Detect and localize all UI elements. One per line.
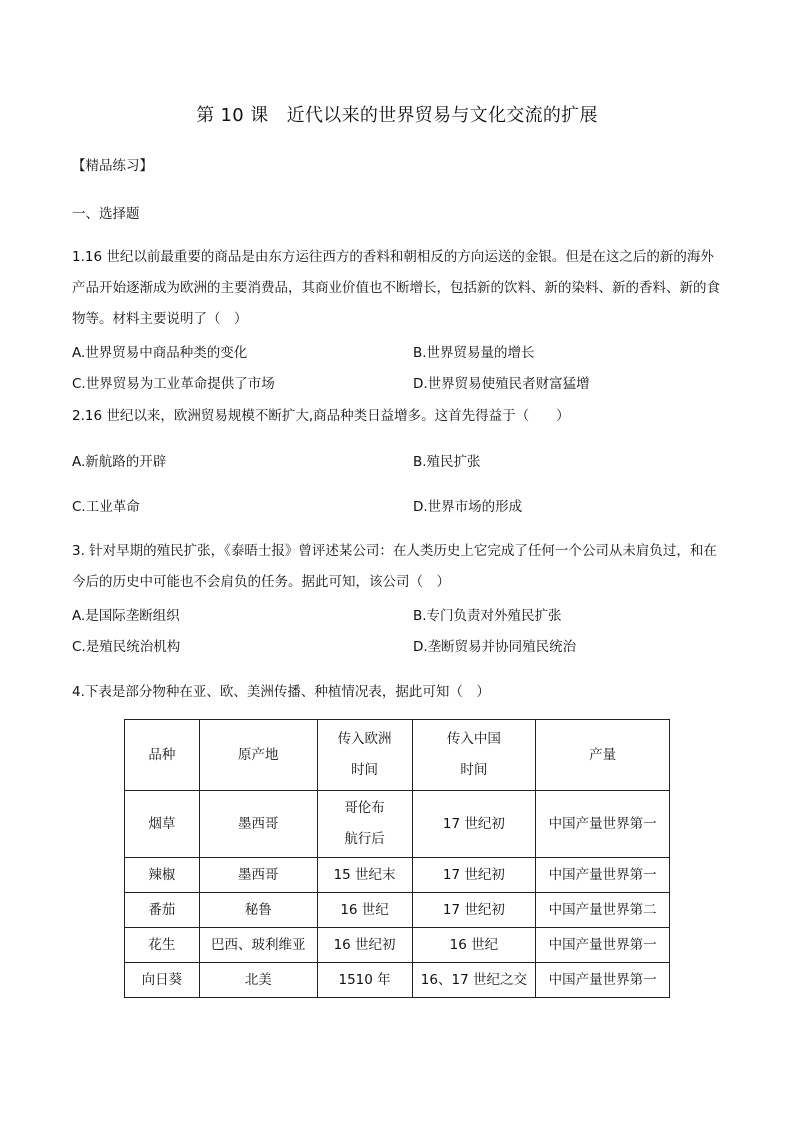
table-cell: 花生 <box>125 928 200 963</box>
table-header-cell <box>317 720 412 791</box>
table-row <box>125 963 670 998</box>
table-cell: 17 世纪初 <box>412 791 536 858</box>
question-2-option-c: C.工业革命 <box>72 499 140 515</box>
table-cell: 巴西、玻利维亚 <box>199 928 317 963</box>
table-cell: 17 世纪初 <box>412 893 536 928</box>
table-cell: 墨西哥 <box>199 791 317 858</box>
table-header-line: 传入欧洲 <box>337 731 392 747</box>
table-cell: 16 世纪 <box>412 928 536 963</box>
question-2-option-a: A.新航路的开辟 <box>72 454 167 470</box>
table-cell: 烟草 <box>125 791 200 858</box>
table-cell-line: 哥伦布 <box>344 800 385 816</box>
species-table <box>124 719 670 998</box>
table-cell: 16 世纪初 <box>317 928 412 963</box>
table-header-cell <box>412 720 536 791</box>
question-1-stem: 1.16 世纪以前最重要的商品是由东方运往西方的香料和朝相反的方向运送的金银。但是在这之后的新的海外产品开始逐渐成为欧洲的主要消费品，其商业价值也不断增长，包括新的饮料、新的染料、新的香料、新的食物等。材料主要说明了（ ） <box>72 249 720 327</box>
table-cell: 16、17 世纪之交 <box>412 963 536 998</box>
table-cell: 16 世纪 <box>317 893 412 928</box>
section-tag: 【精品练习】 <box>72 158 153 174</box>
lesson-title: 第 10 课 近代以来的世界贸易与文化交流的扩展 <box>196 105 598 126</box>
table-header-row <box>125 720 670 791</box>
table-header-line: 时间 <box>460 762 488 778</box>
question-1-option-a: A.世界贸易中商品种类的变化 <box>72 345 248 361</box>
question-3-option-d: D.垄断贸易并协同殖民统治 <box>413 639 577 655</box>
section-heading: 一、选择题 <box>72 206 140 222</box>
question-3-option-c: C.是殖民统治机构 <box>72 639 181 655</box>
table-cell <box>317 791 412 858</box>
question-3-option-a: A.是国际垄断组织 <box>72 608 180 624</box>
table-cell: 中国产量世界第一 <box>536 858 670 893</box>
table-cell: 墨西哥 <box>199 858 317 893</box>
table-header-cell: 原产地 <box>199 720 317 791</box>
table-cell: 17 世纪初 <box>412 858 536 893</box>
table-row <box>125 858 670 893</box>
table-cell: 辣椒 <box>125 858 200 893</box>
question-2-stem: 2.16 世纪以来，欧洲贸易规模不断扩大,商品种类日益增多。这首先得益于（ ） <box>72 408 570 424</box>
question-1-option-b: B.世界贸易量的增长 <box>413 345 535 361</box>
table-cell: 番茄 <box>125 893 200 928</box>
table-cell-line: 航行后 <box>344 831 385 847</box>
table-row <box>125 893 670 928</box>
table-cell: 1510 年 <box>317 963 412 998</box>
table-header-cell: 品种 <box>125 720 200 791</box>
table-row <box>125 791 670 858</box>
table-header-line: 时间 <box>351 762 379 778</box>
table-cell: 秘鲁 <box>199 893 317 928</box>
question-1-option-c: C.世界贸易为工业革命提供了市场 <box>72 376 275 392</box>
question-3-option-b: B.专门负责对外殖民扩张 <box>413 608 562 624</box>
table-row <box>125 928 670 963</box>
table-cell: 北美 <box>199 963 317 998</box>
question-2-option-b: B.殖民扩张 <box>413 454 481 470</box>
table-header-cell: 产量 <box>536 720 670 791</box>
question-2-option-d: D.世界市场的形成 <box>413 499 523 515</box>
table-header-line: 传入中国 <box>446 731 501 747</box>
table-cell: 中国产量世界第一 <box>536 791 670 858</box>
table-cell: 向日葵 <box>125 963 200 998</box>
table-cell: 中国产量世界第一 <box>536 963 670 998</box>
table-cell: 中国产量世界第一 <box>536 928 670 963</box>
table-cell: 15 世纪末 <box>317 858 412 893</box>
table-cell: 中国产量世界第二 <box>536 893 670 928</box>
question-3-stem: 3. 针对早期的殖民扩张，《泰晤士报》曾评述某公司：在人类历史上它完成了任何一个公司从未肩负过，和在今后的历史中可能也不会肩负的任务。据此可知，该公司（ ） <box>72 543 717 590</box>
question-4-stem: 4.下表是部分物种在亚、欧、美洲传播、种植情况表，据此可知（ ） <box>72 684 490 700</box>
question-1-option-d: D.世界贸易使殖民者财富猛增 <box>413 376 590 392</box>
